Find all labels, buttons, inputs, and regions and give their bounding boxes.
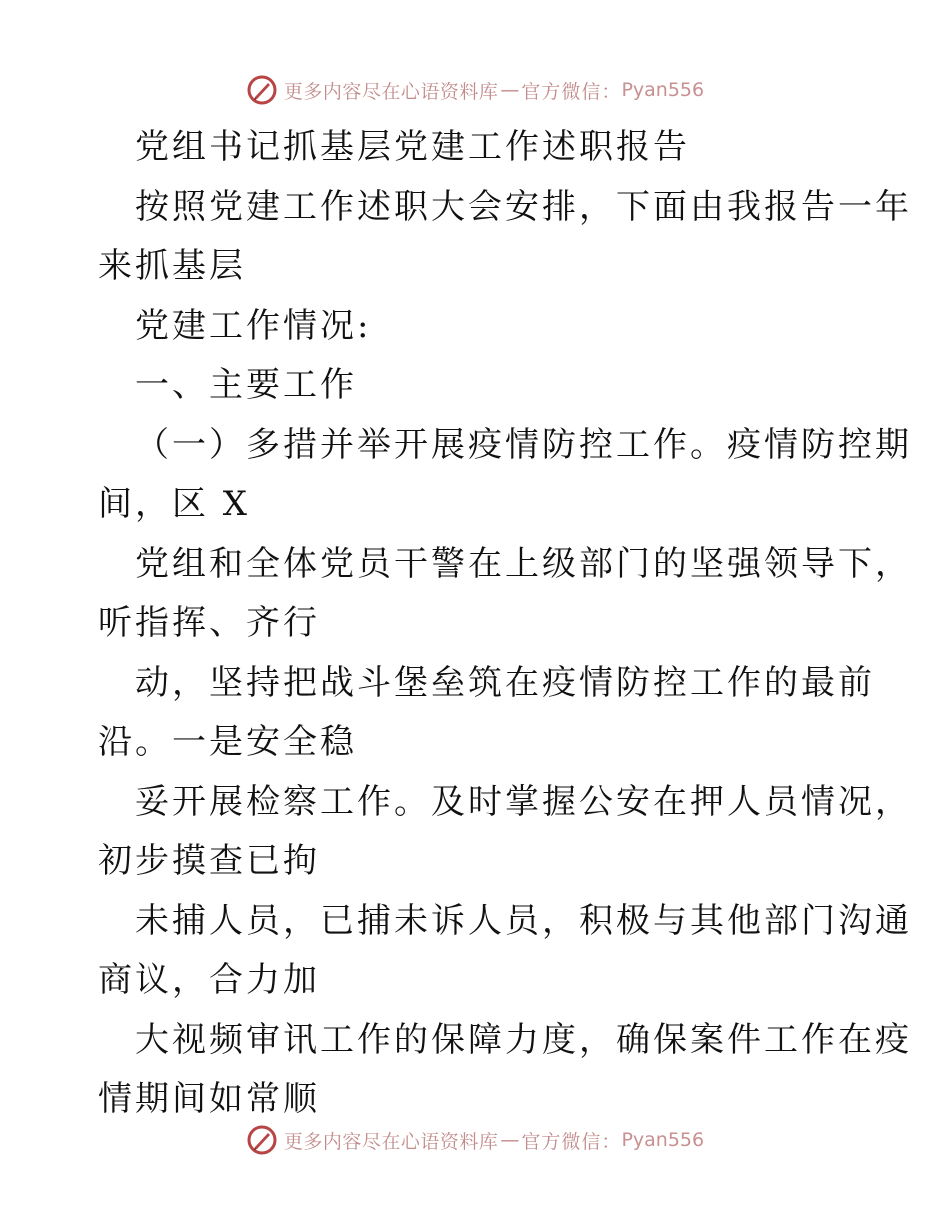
document-text-line: 党建工作情况:	[135, 305, 372, 346]
watermark-separator: —	[500, 1129, 520, 1151]
watermark-wechat-label: 官方微信：	[521, 1130, 622, 1153]
watermark-brand-text: 更多内容尽在心语资料库	[283, 1130, 499, 1153]
header-watermark	[0, 70, 950, 110]
document-text-line: 一、主要工作	[135, 365, 357, 405]
watermark-wechat-label: 官方微信：	[521, 80, 622, 103]
document-text-line: 按照党建工作述职大会安排，下面由我报告一年	[135, 186, 912, 227]
document-text-line: 商议，合力加	[98, 960, 320, 1000]
document-text-line: 未捕人员，已捕未诉人员，积极与其他部门沟通	[135, 900, 912, 941]
footer-watermark	[0, 1120, 950, 1160]
document-text-line: （一）多措并举开展疫情防控工作。疫情防控期	[135, 424, 912, 465]
document-text-line: 大视频审讯工作的保障力度，确保案件工作在疫	[135, 1019, 912, 1060]
document-body	[98, 118, 912, 1130]
quill-pen-logo-icon	[246, 1124, 278, 1156]
document-text-line: 情期间如常顺	[98, 1079, 320, 1119]
document-text-line: 来抓基层	[98, 246, 246, 286]
watermark-wechat-id: Pyan556	[621, 79, 705, 101]
document-text-line: 妥开展检察工作。及时掌握公安在押人员情况，	[135, 781, 912, 822]
quill-pen-logo-icon	[246, 74, 278, 106]
document-text-line: 听指挥、齐行	[98, 603, 320, 643]
document-text-line: 间，区 X	[98, 484, 251, 524]
document-text-line: 动，坚持把战斗堡垒筑在疫情防控工作的最前	[135, 662, 875, 703]
watermark-separator: —	[500, 79, 520, 101]
watermark-brand-text: 更多内容尽在心语资料库	[283, 80, 499, 103]
document-text-line: 初步摸查已拘	[98, 841, 320, 881]
document-text-line: 党组和全体党员干警在上级部门的坚强领导下，	[135, 543, 912, 584]
document-text-line: 沿。一是安全稳	[98, 722, 357, 762]
document-title: 党组书记抓基层党建工作述职报告	[135, 127, 690, 167]
watermark-wechat-id: Pyan556	[621, 1129, 705, 1151]
